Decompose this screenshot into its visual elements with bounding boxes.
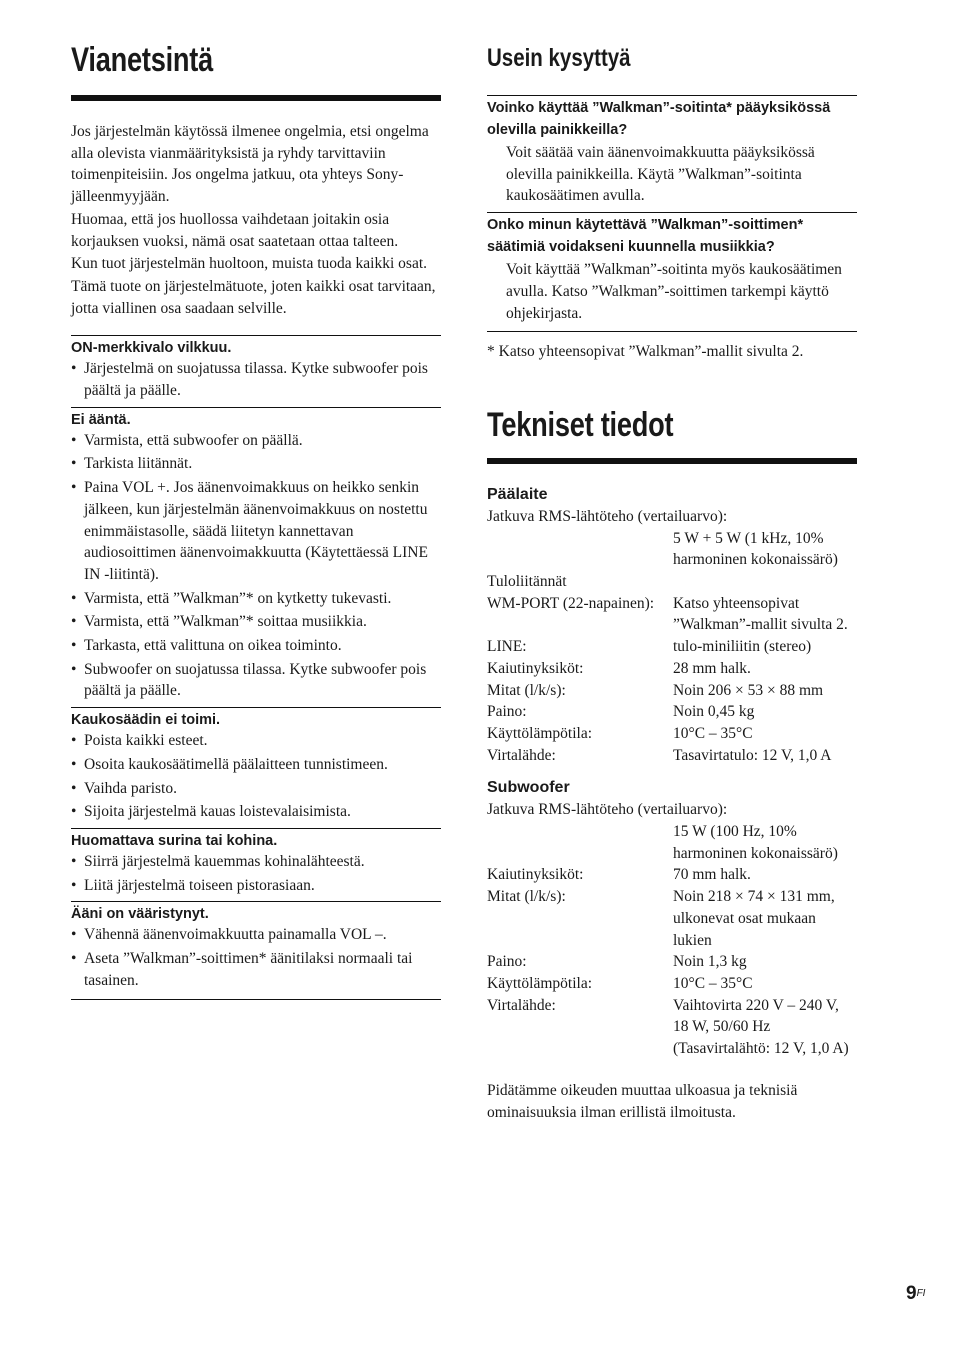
bullet-list [71,851,441,896]
spec-label: Kaiutinyksiköt: [487,866,584,884]
list-item [71,801,441,823]
section-rule [71,999,441,1000]
spec-label [487,821,673,864]
spec-value: 10°C – 35°C [673,724,753,742]
bullet-icon: • [71,479,77,497]
page-language-code: FI [916,1288,926,1299]
bullet-icon: • [71,803,77,821]
section-distorted [71,902,441,991]
spec-label: LINE: [487,638,527,656]
spec-value: 70 mm halk. [673,866,751,884]
spec-label: WM-PORT (22-napainen): [487,594,655,612]
section-heading: Huomattava surina tai kohina. [71,832,278,849]
troubleshooting-column [71,40,441,1000]
spec-label: Käyttölämpötila: [487,974,593,992]
list-item-text: Tarkista liitännät. [84,455,193,473]
spec-row [487,886,857,951]
section-remote [71,708,441,823]
list-item-text: Liitä järjestelmä toiseen pistorasiaan. [84,876,315,894]
list-item-text: Varmista, että ”Walkman”* on kytketty tukevasti. [84,589,392,607]
spec-label: Virtalähde: [487,996,556,1014]
list-item [71,453,441,475]
bullet-icon: • [71,455,77,473]
faq-title: Usein kysyttyä [487,44,631,72]
spec-value: Katso yhteensopivat ”Walkman”-mallit sivulta 2. [673,594,848,634]
bullet-list [71,924,441,991]
spec-value: 5 W + 5 W (1 kHz, 10% harmoninen kokonaissärö) [673,529,838,569]
list-item [71,924,441,946]
spec-row [487,723,857,745]
bullet-icon: • [71,852,77,870]
spec-value: Noin 218 × 74 × 131 mm, ulkonevat osat mukaan lukien [673,888,835,949]
spec-row [487,951,857,973]
list-item [71,358,441,401]
list-item [71,588,441,610]
list-item-text: Vähennä äänenvoimakkuutta painamalla VOL –. [84,926,387,944]
list-item-text: Siirrä järjestelmä kauemmas kohinalähteestä. [84,852,365,870]
list-item [71,611,441,633]
list-item [71,430,441,452]
bullet-icon: • [71,950,77,968]
faq-question: Voinko käyttää ”Walkman”-soitinta* pääyksikössä olevilla painikkeilla? [487,100,831,138]
page-number [906,1282,925,1306]
subwoofer-heading: Subwoofer [487,779,570,797]
bullet-icon: • [71,732,77,750]
list-item [71,730,441,752]
spec-value: Noin 1,3 kg [673,953,747,971]
spec-value: 15 W (100 Hz, 10% harmoninen kokonaissärö) [673,823,838,862]
faq-item [487,213,857,329]
footnote: * Katso yhteensopivat ”Walkman”-mallit sivulta 2. [487,343,804,361]
spec-label: Virtalähde: [487,746,556,764]
list-item [71,477,441,586]
spec-label [487,528,673,571]
spec-row [487,593,857,636]
section-heading: Kaukosäädin ei toimi. [71,712,221,729]
bullet-icon: • [71,431,77,449]
spec-label: Paino: [487,703,527,721]
spec-label: Jatkuva RMS-lähtöteho (vertailuarvo): [487,801,728,819]
spec-label: Käyttölämpötila: [487,724,593,742]
intro-paragraph: Huomaa, että jos huollossa vaihdetaan joitakin osia korjauksen vuoksi, nämä osat saatetaan ottaa talteen. [71,210,399,250]
intro-paragraph: Tämä tuote on järjestelmätuote, joten kaikki osat tarvitaan, jotta viallinen osa saadaan selville. [71,277,436,317]
list-item-text: Subwoofer on suojatussa tilassa. Kytke subwoofer pois päältä ja päälle. [84,660,427,700]
faq-item [487,96,857,212]
list-item [71,659,441,702]
disclaimer: Pidätämme oikeuden muuttaa ulkoasua ja teknisiä ominaisuuksia ilman erillistä ilmoitusta. [487,1081,798,1121]
spec-row [487,658,857,680]
list-item [71,948,441,991]
spec-value: Noin 206 × 53 × 88 mm [673,681,824,699]
spec-value: Noin 0,45 kg [673,703,755,721]
specs-rule [487,458,857,464]
spec-value: 28 mm halk. [673,659,751,677]
spec-row [487,528,857,571]
subwoofer-specs [487,777,857,1059]
spec-row [487,995,857,1060]
bullet-icon: • [71,589,77,607]
intro-block [71,121,441,319]
spec-row [487,864,857,886]
spec-row [487,701,857,723]
list-item-text: Poista kaikki esteet. [84,732,208,750]
spec-label: Mitat (l/k/s): [487,681,566,699]
title-rule [71,95,441,101]
list-item [71,875,441,897]
spec-row [487,636,857,658]
specs-title: Tekniset tiedot [487,405,674,444]
spec-value: 10°C – 35°C [673,974,753,992]
bullet-icon: • [71,755,77,773]
faq-specs-column [487,40,857,1123]
list-item-text: Paina VOL +. Jos äänenvoimakkuus on heikko senkin jälkeen, kun järjestelmän äänenvoimakkuus on nostettu enimmäistasolle, säädä liitetyn kannettavan audiosoittimen äänenvoimakkuutta (Käytettäessä LINE IN -liitintä). [84,479,428,583]
bullet-icon: • [71,637,77,655]
list-item-text: Varmista, että subwoofer on päällä. [84,431,303,449]
list-item-text: Varmista, että ”Walkman”* soittaa musiikkia. [84,613,367,631]
intro-paragraph: Kun tuot järjestelmän huoltoon, muista tuoda kaikki osat. [71,255,428,273]
page-number-value: 9 [906,1283,917,1304]
list-item [71,778,441,800]
faq-rule [487,331,857,332]
troubleshooting-title: Vianetsintä [71,41,213,79]
main-unit-heading: Päälaite [487,485,548,503]
faq-answer: Voit käyttää ”Walkman”-soitinta myös kaukosäätimen avulla. Katso ”Walkman”-soittimen tarkempi käyttö ohjekirjasta. [506,261,842,322]
spec-value: tulo-miniliitin (stereo) [673,638,812,656]
bullet-list [71,430,441,702]
intro-paragraph: Jos järjestelmän käytössä ilmenee ongelmia, etsi ongelma alla olevista vianmäärityksistä ja ryhdy tarvittaviin toimenpiteisiin. Jos ongelma jatkuu, ota yhteys Sony-jälleenmyyjään. [71,123,429,206]
bullet-icon: • [71,779,77,797]
section-on-led [71,336,441,401]
spec-row [487,821,857,864]
list-item-text: Aseta ”Walkman”-soittimen* äänitilaksi normaali tai tasainen. [84,950,413,989]
section-heading: ON-merkkivalo vilkkuu. [71,340,232,357]
list-item-text: Osoita kaukosäätimellä päälaitteen tunnistimeen. [84,755,388,773]
section-no-sound [71,408,441,702]
bullet-icon: • [71,613,77,631]
spec-label: Paino: [487,953,527,971]
spec-value: Tasavirtatulo: 12 V, 1,0 A [673,746,832,764]
list-item-text: Järjestelmä on suojatussa tilassa. Kytke subwoofer pois päältä ja päälle. [84,360,428,400]
bullet-icon: • [71,876,77,894]
spec-label: Jatkuva RMS-lähtöteho (vertailuarvo): [487,507,728,525]
list-item [71,635,441,657]
main-unit-specs [487,484,857,766]
spec-label: Tuloliitännät [487,573,567,591]
bullet-icon: • [71,926,77,944]
bullet-icon: • [71,360,77,378]
list-item [71,754,441,776]
spec-value: Vaihtovirta 220 V – 240 V, 18 W, 50/60 Hz (Tasavirtalähtö: 12 V, 1,0 A) [673,996,849,1058]
bullet-list [71,730,441,823]
spec-label: Kaiutinyksiköt: [487,659,584,677]
spec-row [487,973,857,995]
list-item-text: Vaihda paristo. [84,779,177,797]
spec-row [487,745,857,767]
list-item-text: Sijoita järjestelmä kauas loistevalaisimista. [84,803,351,821]
list-item [71,851,441,873]
section-hum [71,829,441,896]
bullet-icon: • [71,660,77,678]
section-heading: Ei ääntä. [71,411,131,428]
spec-label: Mitat (l/k/s): [487,888,566,906]
list-item-text: Tarkasta, että valittuna on oikea toiminto. [84,637,342,655]
faq-question: Onko minun käytettävä ”Walkman”-soittimen* säätimiä voidakseni kuunnella musiikkia? [487,217,804,256]
faq-answer: Voit säätää vain äänenvoimakkuutta pääyksikössä olevilla painikkeilla. Käytä ”Walkman”-soitinta kaukosäätimen avulla. [506,144,815,205]
section-heading: Ääni on vääristynyt. [71,906,209,923]
bullet-list [71,358,441,401]
spec-row [487,680,857,702]
